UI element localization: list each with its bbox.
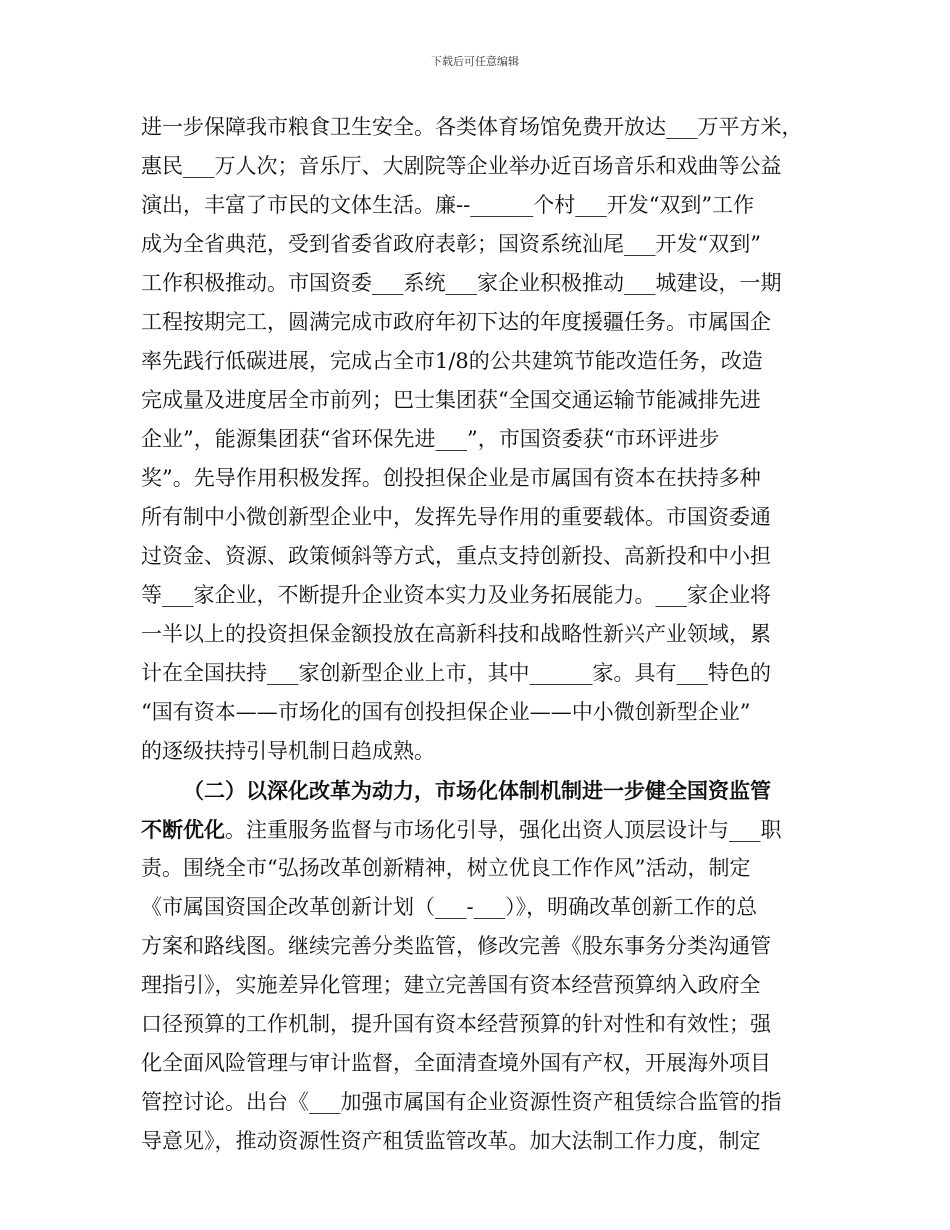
body-line: 计在全国扶持___家创新型企业上市，其中______家。具有___特色的	[141, 661, 771, 685]
body-line: 理指引》，实施差异化管理；建立完善国有资本经营预算纳入政府全	[141, 973, 761, 997]
body-line: 奖”。先导作用积极发挥。创投担保企业是市属国有资本在扶持多种	[141, 466, 761, 490]
body-line: 《市属国资国企改革创新计划（___-___）》，明确改革创新工作的总	[141, 895, 758, 919]
body-line: 方案和路线图。继续完善分类监管，修改完善《股东事务分类沟通管	[141, 934, 771, 958]
body-line: 导意见》，推动资源性资产租赁监管改革。加大法制工作力度，制定	[141, 1129, 761, 1153]
section-heading: （二）以深化改革为动力，市场化体制机制进一步健全国资监管	[183, 778, 771, 803]
body-line: 率先践行低碳进展，完成占全市1/8的公共建筑节能改造任务，改造	[141, 349, 763, 373]
section-heading-continuation: 不断优化	[141, 817, 225, 842]
body-line: 责。围绕全市“弘扬改革创新精神，树立优良工作作风”活动，制定	[141, 856, 751, 880]
body-line: 演出，丰富了市民的文体生活。廉--______个村___开发“双到”工作	[141, 193, 755, 217]
body-line: 过资金、资源、政策倾斜等方式，重点支持创新投、高新投和中小担	[141, 544, 771, 568]
body-line: 进一步保障我市粮食卫生安全。各类体育场馆免费开放达___万平方米，	[141, 115, 803, 139]
page-header: 下载后可任意编辑	[431, 55, 519, 68]
body-line: 管控讨论。出台《___加强市属国有企业资源性资产租赁综合监管的指	[141, 1090, 782, 1114]
body-line: 工程按期完工，圆满完成市政府年初下达的年度援疆任务。市属国企	[141, 310, 771, 334]
body-line: 完成量及进度居全市前列；巴士集团获“全国交通运输节能减排先进	[141, 388, 761, 412]
document-body	[141, 108, 813, 1161]
body-line: 惠民___万人次；音乐厅、大剧院等企业举办近百场音乐和戏曲等公益	[141, 154, 782, 178]
section-lead-text: 。注重服务监督与市场化引导，强化出资人顶层设计与___职	[225, 818, 782, 842]
body-line: 企业”，能源集团获“省环保先进___”，市国资委获“市环评进步	[141, 427, 720, 451]
body-line: 工作积极推动。市国资委___系统___家企业积极推动___城建设，一期	[141, 271, 782, 295]
body-line: 化全面风险管理与审计监督，全面清查境外国有产权，开展海外项目	[141, 1051, 771, 1075]
body-line: “国有资本——市场化的国有创投担保企业——中小微创新型企业”	[141, 700, 751, 724]
body-line: 成为全省典范，受到省委省政府表彰；国资系统汕尾___开发“双到”	[141, 232, 761, 256]
body-line: 所有制中小微创新型企业中，发挥先导作用的重要载体。市国资委通	[141, 505, 771, 529]
body-line: 的逐级扶持引导机制日趋成熟。	[141, 739, 435, 763]
section-lead-line	[141, 810, 813, 849]
body-line: 口径预算的工作机制，提升国有资本经营预算的针对性和有效性；强	[141, 1012, 771, 1036]
body-line: 等___家企业，不断提升企业资本实力及业务拓展能力。___家企业将	[141, 583, 771, 607]
body-line: 一半以上的投资担保金额投放在高新科技和战略性新兴产业领域，累	[141, 622, 771, 646]
